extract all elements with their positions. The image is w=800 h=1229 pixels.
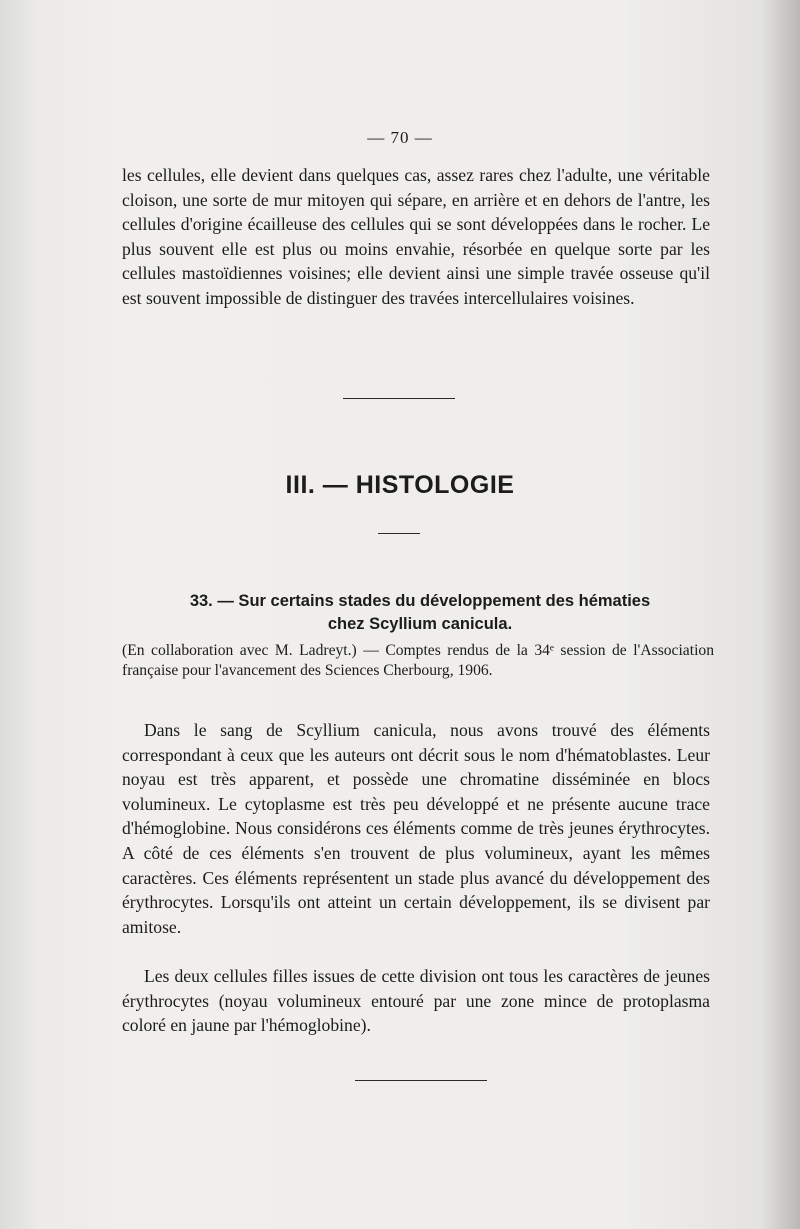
page-number: — 70 — [367, 128, 433, 147]
section-title: III. — HISTOLOGIE [285, 471, 515, 499]
entry-paragraph-2: Les deux cellules filles issues de cette division ont tous les caractères de jeunes érythrocytes (noyau volumineux entouré par une zone mince de protoplasma coloré en jaune par l'hémoglobine). [122, 966, 710, 1036]
entry-paragraph-block-2 [122, 964, 710, 1038]
entry-paragraph-1: Dans le sang de Scyllium canicula, nous avons trouvé des éléments correspondant à ceux que les auteurs ont décrit sous le nom d'hématoblastes. Leur noyau est très apparent, et possède une chromatine disséminée en blocs volumineux. Le cytoplasme est très peu développé et ne présente aucune trace d'hémoglobine. Nous considérons ces éléments comme de très jeunes érythrocytes. A côté de ces éléments s'en trouvent de plus volumineux, ayant les mêmes caractères. Ces éléments représentent un stade plus avancé du développement des érythrocytes. Lorsqu'ils ont atteint un certain développement, ils se divisent par amitose. [122, 720, 710, 937]
top-paragraph: les cellules, elle devient dans quelques cas, assez rares chez l'adulte, une véritable cloison, une sorte de mur mitoyen qui sépare, en arrière et en dehors de l'antre, les cellules d'origine écailleuse des cellules qui se sont développées dans le rocher. Le plus souvent elle est plus ou moins envahie, résorbée en quelque sorte par les cellules mastoïdiennes voisines; elle devient ainsi une simple travée osseuse qu'il est souvent impossible de distinguer des travées intercellulaires voisines. [122, 165, 710, 308]
entry-reference: (En collaboration avec M. Ladreyt.) — Comptes rendus de la 34ᵉ session de l'Association française pour l'avancement des Sciences Cherbourg, 1906. [122, 642, 714, 679]
entry-title-line-1: 33. — Sur certains stades du développement des hématies [189, 592, 651, 610]
top-paragraph-block [122, 163, 710, 311]
entry-title-line-2: chez Scyllium canicula. [327, 615, 513, 633]
divider-rule-top [343, 398, 455, 399]
entry-paragraph-block-1 [122, 718, 710, 939]
divider-rule-bottom [355, 1080, 487, 1081]
entry-title [140, 590, 700, 636]
divider-rule-section [378, 533, 420, 534]
